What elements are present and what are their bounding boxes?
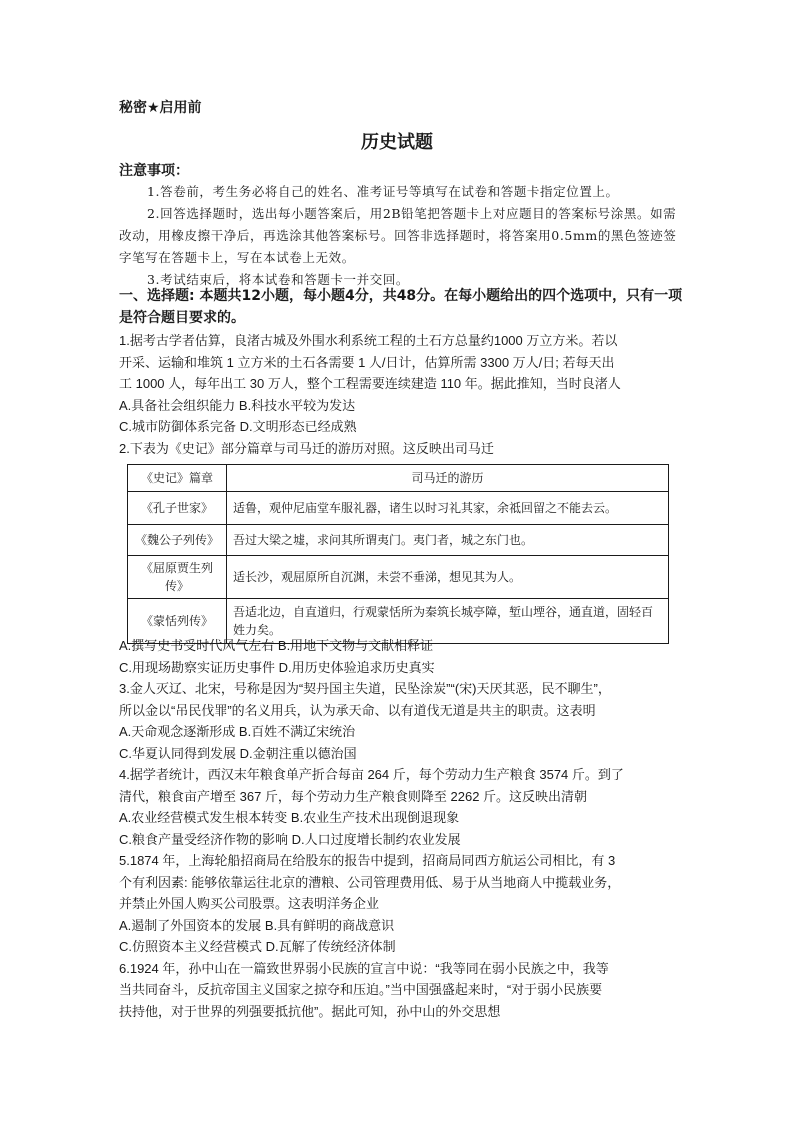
- table-cell-chapter: 《魏公子列传》: [128, 525, 227, 556]
- table-cell-chapter: 《蒙恬列传》: [128, 599, 227, 644]
- notice-heading: 注意事项：: [119, 163, 189, 179]
- notice-item-2: 2.回答选择题时，选出每小题答案后，用2B铅笔把答题卡上对应题目的答案标号涂黑。如需改动，用橡皮擦干净后，再选涂其他答案标号。回答非选择题时，将答案用0.5mm的黑色签迹签字笔写在答题卡上，写在本试卷上无效。: [119, 206, 677, 265]
- q3-options-cd: C.华夏认同得到发展 D.金朝注重以德治国: [119, 745, 357, 761]
- table-cell-travel: 吾过大梁之墟，求问其所谓夷门。夷门者，城之东门也。: [227, 525, 669, 556]
- questions-2-to-6: [119, 635, 689, 1022]
- table-header-travel: 司马迁的游历: [227, 465, 669, 492]
- table-cell-travel: 吾适北边，自直道归，行观蒙恬所为秦筑长城亭障，堑山堙谷，通直道，固轻百姓力矣。: [227, 599, 669, 644]
- q2-options-cd: C.用现场勘察实证历史事件 D.用历史体验追求历史真实: [119, 659, 435, 675]
- q1-line-3: 工 1000 人，每年出工 30 万人，整个工程需要连续建造 110 年。据此推知，当时良渚人: [119, 376, 621, 391]
- table-row: [128, 556, 669, 599]
- q5-line-3: 并禁止外国人购买公司股票。这表明洋务企业: [119, 896, 380, 911]
- q2-options-ab: A.撰写史书受时代风气左右 B.用地下文物与文献相释证: [119, 638, 434, 653]
- q1-options-cd: C.城市防御体系完备 D.文明形态已经成熟: [119, 419, 357, 434]
- q4-options-cd: C.粮食产量受经济作物的影响 D.人口过度增长制约农业发展: [119, 831, 461, 847]
- section-heading: 一、选择题: 本题共12小题，每小题4分，共48分。在每小题给出的四个选项中，只有一项是符合题目要求的。: [119, 288, 683, 326]
- q3-options-ab: A.天命观念逐渐形成 B.百姓不满辽宋统治: [119, 724, 356, 739]
- table-row: [128, 492, 669, 525]
- table-cell-chapter: 《屈原贾生列传》: [128, 556, 227, 599]
- q1-options-ab: A.具备社会组织能力 B.科技水平较为发达: [119, 397, 356, 413]
- table-cell-travel: 适鲁，观仲尼庙堂车服礼器，诸生以时习礼其家，余祗回留之不能去云。: [227, 492, 669, 525]
- q4-line-2: 清代，粮食亩产增至 367 斤，每个劳动力生产粮食则降至 2262 斤。这反映出清朝: [119, 788, 588, 804]
- notice-item-1: 1.答卷前，考生务必将自己的姓名、准考证号等填写在试卷和答题卡指定位置上。: [147, 184, 619, 199]
- q4-options-ab: A.农业经营模式发生根本转变 B.农业生产技术出现倒退现象: [119, 810, 460, 825]
- q5-line-1: 5.1874 年，上海轮船招商局在给股东的报告中提到，招商局同西方航运公司相比，有 3: [119, 853, 616, 868]
- table-cell-chapter: 《孔子世家》: [128, 492, 227, 525]
- q4-line-1: 4.据学者统计，西汉末年粮食单产折合每亩 264 斤，每个劳动力生产粮食 3574 斤。到了: [119, 767, 624, 782]
- question-1: [119, 330, 689, 459]
- table-row: [128, 525, 669, 556]
- notice-list: [119, 181, 685, 291]
- page-title: 历史试题: [361, 132, 433, 153]
- table-cell-travel: 适长沙，观屈原所自沉渊，未尝不垂涕，想见其为人。: [227, 556, 669, 599]
- confidential-label: 秘密★启用前: [119, 100, 202, 116]
- q6-line-3: 扶持他，对于世界的列强要抵抗他”。据此可知，孙中山的外交思想: [119, 1003, 501, 1019]
- q3-line-2: 所以金以“吊民伐罪”的名义用兵，认为承天命、以有道伐无道是共主的职责。这表明: [119, 702, 596, 718]
- q2-stem: 2.下表为《史记》部分篇章与司马迁的游历对照。这反映出司马迁: [119, 440, 494, 456]
- notice-item-3: 3.考试结束后，将本试卷和答题卡一并交回。: [147, 272, 410, 287]
- q6-line-1: 6.1924 年，孙中山在一篇致世界弱小民族的宣言中说：“我等同在弱小民族之中，我等: [119, 960, 609, 976]
- shiji-comparison-table: [127, 464, 669, 644]
- q5-options-ab: A.遏制了外国资本的发展 B.具有鲜明的商战意识: [119, 917, 395, 933]
- q5-line-2: 个有利因素: 能够依靠运往北京的漕粮、公司管理费用低、易于从当地商人中揽载业务，: [119, 874, 621, 890]
- q6-line-2: 当共同奋斗，反抗帝国主义国家之掠夺和压迫。”当中国强盛起来时，“对于弱小民族要: [119, 982, 603, 997]
- q1-line-2: 开采、运输和堆筑 1 立方米的土石各需要 1 人/日计，估算所需 3300 万人/日; 若每天出: [119, 354, 615, 370]
- table-header-chapter: 《史记》篇章: [128, 465, 227, 492]
- q1-line-1: 1.据考古学者估算，良渚古城及外围水利系统工程的土石方总量约1000 万立方米。若以: [119, 333, 618, 348]
- q3-line-1: 3.金人灭辽、北宋，号称是因为“契丹国主失道，民坠涂炭”“(宋)天厌其恶，民不聊生”，: [119, 681, 611, 696]
- q5-options-cd: C.仿照资本主义经营模式 D.瓦解了传统经济体制: [119, 939, 396, 954]
